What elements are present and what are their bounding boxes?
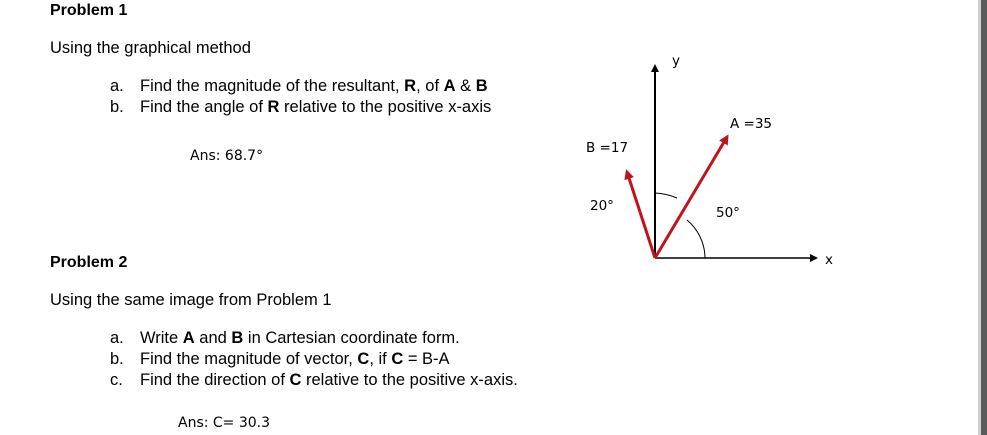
angle-a-label: 50°: [716, 205, 740, 221]
y-axis-label: y: [672, 53, 680, 69]
list-marker: a.: [110, 329, 124, 347]
problem2-item-c: [110, 371, 518, 390]
item-bold: C: [391, 350, 404, 368]
item-bold: C: [289, 371, 302, 389]
vector-b-label: B =17: [586, 140, 629, 156]
item-bold: A: [443, 77, 456, 95]
list-marker: b.: [110, 98, 124, 116]
list-marker: b.: [110, 350, 124, 368]
item-text: in Cartesian coordinate form.: [243, 329, 460, 347]
vector-a: [655, 137, 727, 258]
item-text: relative to the positive x-axis.: [301, 371, 518, 389]
item-text: , if: [369, 350, 392, 368]
item-text: &: [455, 77, 476, 95]
problem1-item-b: [110, 98, 491, 117]
item-text: Find the magnitude of the resultant,: [140, 77, 405, 95]
item-text: = B-A: [403, 350, 450, 368]
problem2-intro: Using the same image from Problem 1: [50, 291, 332, 309]
item-text: , of: [416, 77, 444, 95]
item-bold: B: [231, 329, 244, 347]
item-text: Find the angle of: [140, 98, 268, 116]
list-marker: c.: [110, 371, 123, 389]
item-text: Find the direction of: [140, 371, 290, 389]
item-bold: C: [357, 350, 370, 368]
item-bold: R: [267, 98, 280, 116]
problem1-item-a: [110, 77, 488, 96]
problem2-answer: Ans: C= 30.3: [178, 415, 271, 431]
vector-diagram: [580, 40, 880, 280]
item-bold: A: [182, 329, 195, 347]
angle-a-arc: [687, 220, 705, 258]
angle-b-label: 20°: [590, 198, 614, 214]
item-text: Write: [140, 329, 183, 347]
problem1-title: Problem 1: [50, 2, 128, 19]
problem2-item-b: [110, 350, 450, 369]
item-bold: R: [404, 77, 417, 95]
vector-b: [627, 172, 655, 258]
vector-diagram-svg: [580, 40, 880, 280]
problem2-item-a: [110, 329, 460, 348]
item-text: relative to the positive x-axis: [279, 98, 492, 116]
problem1-intro: Using the graphical method: [50, 39, 251, 57]
angle-b-arc: [655, 193, 677, 198]
item-text: and: [194, 329, 232, 347]
item-text: Find the magnitude of vector,: [140, 350, 358, 368]
scrollbar-thumb[interactable]: [981, 0, 987, 435]
list-marker: a.: [110, 77, 124, 95]
problem2-title: Problem 2: [50, 254, 128, 271]
item-bold: B: [475, 77, 488, 95]
x-axis-label: x: [825, 252, 833, 268]
problem1-answer: Ans: 68.7°: [190, 148, 264, 164]
vector-a-label: A =35: [730, 116, 773, 132]
